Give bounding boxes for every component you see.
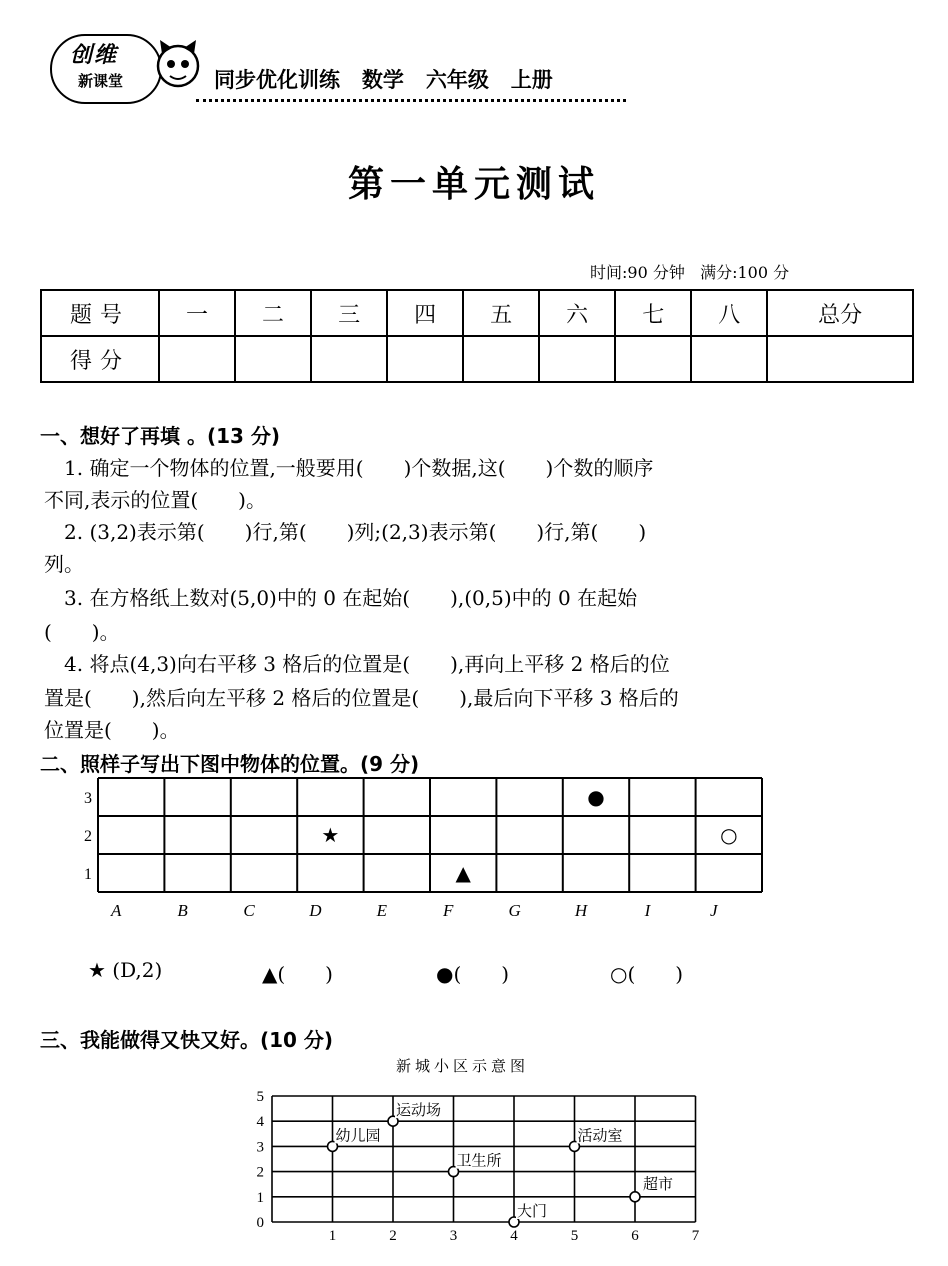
map-y-label: 0 (256, 1215, 264, 1231)
row-label: 题号 (41, 290, 159, 336)
map-x-label: 3 (449, 1228, 458, 1244)
question-line: 列。 (44, 552, 84, 576)
col-header: 四 (387, 290, 463, 336)
question-line: 4. 将点(4,3)向右平移 3 格后的位置是( ),再向上平移 2 格后的位 (44, 652, 670, 676)
logo-line1: 创维 (70, 42, 119, 68)
series-title: 同步优化训练 数学 六年级 上册 (214, 68, 553, 92)
row-label: 得分 (41, 336, 159, 382)
page-title: 第一单元测试 (347, 164, 600, 205)
grid-symbol: ★ (321, 823, 340, 847)
score-table (40, 289, 914, 383)
col-header: 三 (311, 290, 387, 336)
x-axis-label: A (111, 901, 122, 920)
publisher-logo (40, 14, 200, 104)
section2-heading: 二、照样子写出下图中物体的位置。(9 分) (40, 752, 420, 776)
map-x-label: 6 (631, 1228, 639, 1244)
map-x-label: 4 (510, 1228, 518, 1244)
col-header: 八 (691, 290, 767, 336)
score-cell[interactable] (615, 336, 691, 382)
col-header: 二 (235, 290, 311, 336)
answer-circle: ○( ) (610, 962, 684, 986)
score-cell[interactable] (387, 336, 463, 382)
col-header: 一 (159, 290, 235, 336)
map-x-label: 2 (389, 1228, 397, 1244)
map-y-label: 1 (256, 1189, 264, 1206)
x-axis-label: E (376, 901, 387, 920)
x-axis-label: B (177, 901, 188, 920)
position-grid (80, 776, 780, 921)
x-axis-label: G (508, 901, 521, 920)
question-line: 3. 在方格纸上数对(5,0)中的 0 在起始( ),(0,5)中的 0 在起始 (44, 586, 638, 610)
x-axis-label: C (243, 901, 255, 920)
map-place-label: 活动室 (577, 1126, 623, 1145)
question-line: 1. 确定一个物体的位置,一般要用( )个数据,这( )个数的顺序 (44, 456, 654, 480)
logo-line2: 新课堂 (78, 72, 124, 90)
score-value-row (41, 336, 913, 382)
map-x-label: 5 (570, 1228, 579, 1244)
map-y-label: 4 (256, 1114, 264, 1131)
map-point (630, 1192, 640, 1202)
map-place-label: 运动场 (396, 1101, 442, 1120)
col-header: 六 (539, 290, 615, 336)
x-axis-label: H (574, 901, 588, 920)
header-divider (196, 99, 626, 102)
question-line: 位置是( )。 (44, 718, 180, 742)
col-header: 七 (615, 290, 691, 336)
question-line: 不同,表示的位置( )。 (44, 488, 266, 512)
map-title: 新城小区示意图 (396, 1057, 530, 1075)
question-line: ( )。 (44, 620, 120, 644)
grid-symbol: ○ (720, 823, 738, 847)
time-info: 时间:90 分钟 满分:100 分 (590, 263, 790, 282)
score-cell[interactable] (539, 336, 615, 382)
map-place-label: 大门 (517, 1202, 548, 1220)
map-x-label: 7 (691, 1228, 700, 1244)
x-axis-label: J (710, 901, 718, 920)
map-x-label: 1 (328, 1228, 337, 1244)
score-cell[interactable] (235, 336, 311, 382)
answer-dot: ●( ) (436, 962, 510, 986)
cat-mascot-icon (152, 36, 204, 96)
question-line: 置是( ),然后向左平移 2 格后的位置是( ),最后向下平移 3 格后的 (44, 686, 679, 710)
map-place-label: 超市 (643, 1174, 674, 1193)
x-axis-label: I (644, 901, 651, 920)
question-line: 2. (3,2)表示第( )行,第( )列;(2,3)表示第( )行,第( ) (44, 520, 647, 544)
grid-symbol: ● (587, 785, 605, 809)
answer-star: ★ (D,2) (88, 958, 163, 982)
map-y-label: 3 (256, 1139, 264, 1156)
score-header-row (41, 290, 913, 336)
score-cell[interactable] (463, 336, 539, 382)
score-cell[interactable] (767, 336, 913, 382)
score-cell[interactable] (159, 336, 235, 382)
col-header: 五 (463, 290, 539, 336)
answer-triangle: ▲( ) (262, 962, 333, 986)
x-axis-label: D (309, 901, 322, 920)
section1-heading: 一、想好了再填 。(13 分) (40, 424, 281, 448)
map-y-label: 5 (256, 1089, 264, 1105)
score-cell[interactable] (691, 336, 767, 382)
community-map (248, 1082, 718, 1252)
x-axis-label: F (443, 901, 454, 920)
map-place-label: 幼儿园 (335, 1126, 381, 1145)
y-axis-label: 1 (84, 866, 92, 883)
grid-symbol: ▲ (455, 861, 471, 885)
col-header: 总分 (767, 290, 913, 336)
score-cell[interactable] (311, 336, 387, 382)
y-axis-label: 2 (84, 828, 92, 845)
section3-heading: 三、我能做得又快又好。(10 分) (40, 1028, 334, 1052)
map-place-label: 卫生所 (456, 1151, 502, 1170)
y-axis-label: 3 (84, 790, 92, 807)
map-y-label: 2 (256, 1164, 264, 1181)
